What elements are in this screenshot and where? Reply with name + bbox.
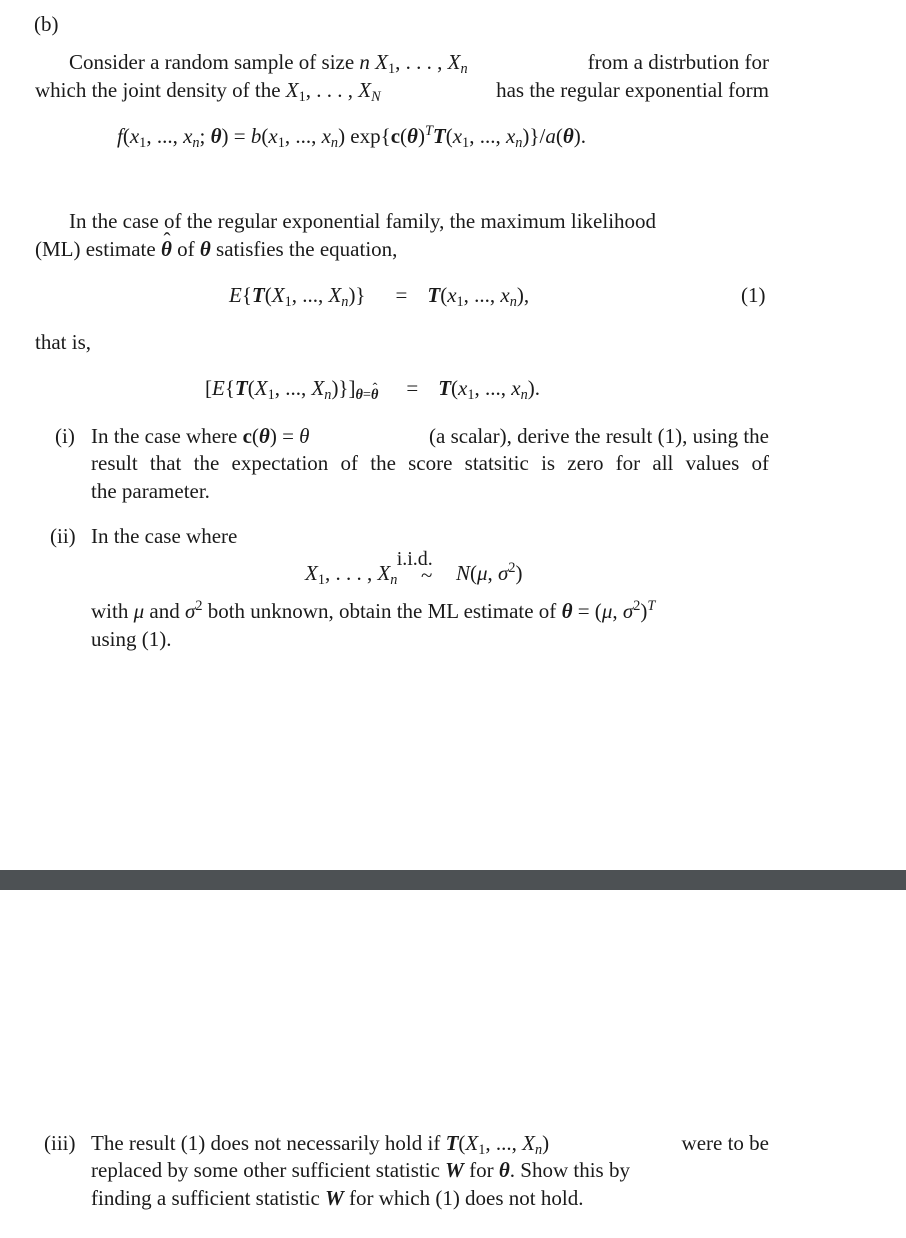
section-label: (b)	[34, 12, 59, 36]
page-divider	[0, 870, 906, 890]
equation-evaluated: [$E\{T(X_1$, ..., $X_n)\}]_{\theta=\theta} = T(x_1$, ..., $x_n$).	[205, 376, 540, 403]
ml-paragraph-line-1: In the case of the regular exponential family, the maximum likelihood	[69, 209, 657, 233]
ml-paragraph-line-2: (ML) estimate θ ˆ of θ satisfies the equation,	[35, 239, 397, 260]
part-iii-label: (iii)	[44, 1131, 76, 1155]
part-iii-line-3: finding a sufficient statistic W for which (1) does not hold.	[91, 1186, 584, 1210]
density-formula: $f(x_1$, ..., $x_n$; $\theta) = b(x_1$, ..., $x_n$) $\exp\{c(\theta)^TT(x_1$, ..., $x_n)\}/a(\theta)$.	[117, 123, 586, 151]
part-i-label: (i)	[55, 424, 75, 448]
equation-1-number: (1)	[741, 283, 766, 307]
intro-line-1: Consider a random sample of size n $X_1$, . . . , $X_n$ from a distrbution for	[69, 50, 769, 77]
part-iii-line-1: The result (1) does not necessarily hold if $T(X_1$, ..., $X_n$) were to be	[91, 1131, 769, 1158]
part-ii-line-2: with μ and $\sigma^2$ both unknown, obtain the ML estimate of θ = (μ, $\sigma^2)^T$	[91, 598, 656, 623]
iid-label: i.i.d.	[396, 548, 433, 570]
part-ii-label: (ii)	[50, 524, 76, 548]
intro-line-2: which the joint density of the $X_1$, . . . , $X_N$ has the regular exponential form	[35, 78, 769, 105]
part-iii-line-2: replaced by some other sufficient statistic W for θ. Show this by	[91, 1158, 630, 1182]
part-i-line-2: result that the expectation of the score statsitic is zero for all values of	[91, 451, 769, 475]
part-ii-line-1: In the case where	[91, 524, 238, 548]
part-i-line-3: the parameter.	[91, 479, 210, 503]
iid-formula: $X_1$, . . . , $X_n$ i.i.d. ~ N(μ, $\sigma^2$)	[305, 548, 523, 588]
part-ii-line-3: using (1).	[91, 627, 172, 651]
equation-1: $E\{T(X_1$, ..., $X_n)\} = T(x_1$, ..., $x_n$),	[229, 283, 530, 310]
part-i-line-1: In the case where c(θ) = θ (a scalar), derive the result (1), using the	[91, 424, 769, 448]
that-is-text: that is,	[35, 330, 91, 354]
